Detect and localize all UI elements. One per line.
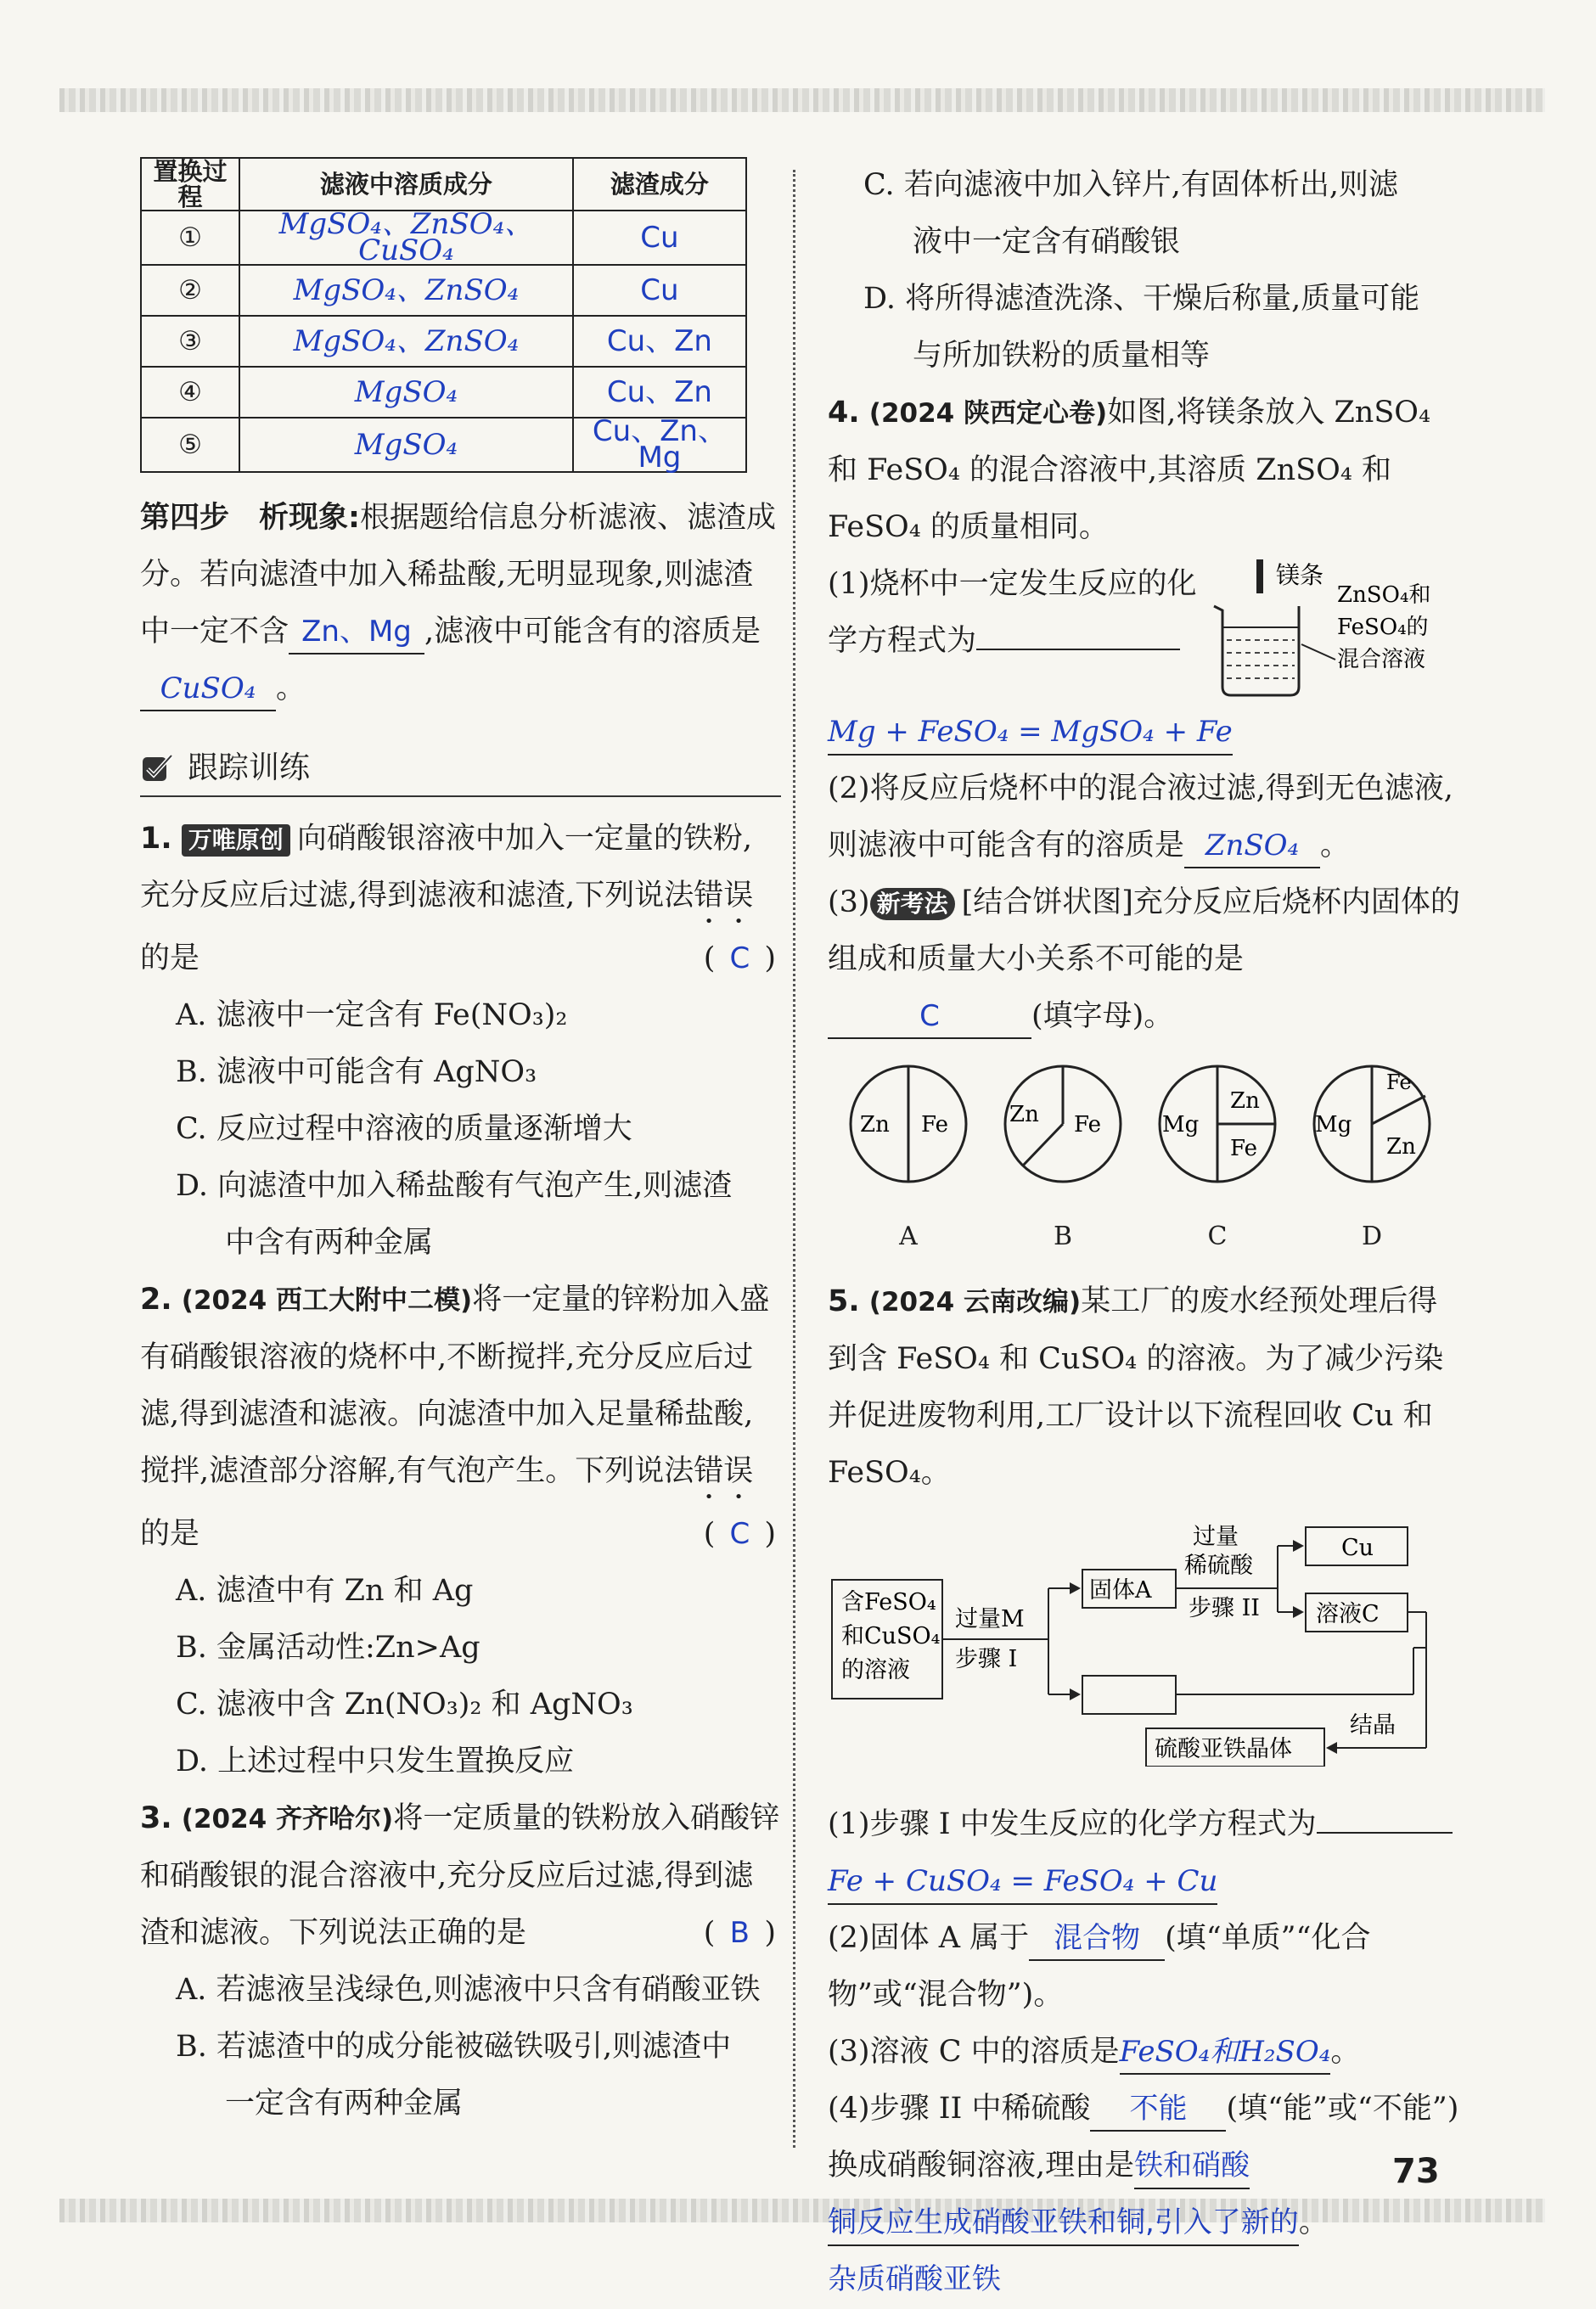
row-index: ① [141,211,239,265]
left-column [140,157,781,2132]
table-row [141,418,746,472]
q5-answer-1: Fe + CuSO₄ = FeSO₄ + Cu [828,1864,1218,1898]
row-index: ④ [141,367,239,418]
answer-bracket: ( B ) [704,1905,781,1962]
q4-part2-text: (2)将反应后烧杯中的混合液过滤,得到无色滤液,则滤液中可能含有的溶质是 [828,772,1453,862]
q4-part2-text: 。 [1320,829,1351,862]
replacement-table [140,157,747,473]
option-b: B. 滤液中可能含有 AgNO₃ [176,1055,537,1089]
residue-answer: Cu [640,272,679,307]
fig-label-sol2: FeSO₄的 [1337,615,1429,640]
pie-label: Mg [1162,1112,1200,1138]
question-5 [828,1273,1464,1502]
question-stem: 将一定质量的铁粉放入硝酸锌和硝酸银的混合溶液中,充分反应后过滤,得到滤渣和滤液。下列说法正确的是 [140,1801,780,1950]
flow-step-label: 结晶 [1350,1712,1396,1739]
question-4 [828,385,1464,556]
original-tag: 万唯原创 [182,824,290,857]
table-header: 滤液中溶质成分 [239,158,573,211]
question-source: (2024 齐齐哈尔) [181,1804,394,1834]
q5-answer-3: FeSO₄和H₂SO₄ [1119,2035,1331,2069]
option-d: D. 上述过程中只发生置换反应 [176,1744,575,1778]
question-2 [140,1272,781,1563]
right-column [828,157,1464,2308]
fig-label-sol3: 混合溶液 [1337,647,1426,672]
beaker-outline [1214,606,1299,695]
pie-b [999,1060,1127,1265]
q5-answer-2: 混合物 [1054,1921,1141,1955]
pie-label: Zn [860,1112,890,1138]
option-d: D. 向滤渣中加入稀盐酸有气泡产生,则滤渣 [176,1169,733,1203]
q5-reason-1: 铁和硝酸 [1134,2149,1250,2183]
q5-answer-4: 不能 [1129,2092,1188,2126]
solute-answer: MgSO₄、ZnSO₄ [293,272,520,307]
flow-start: 的溶液 [841,1657,910,1683]
table-header: 滤渣成分 [573,158,746,211]
question-3 [140,1790,781,1962]
scan-noise-top [59,88,1545,112]
solute-answer: MgSO₄、ZnSO₄ [293,323,520,358]
option-d-continued: 与所加铁粉的质量相等 [913,339,1211,373]
pie-label: Zn [1386,1134,1416,1160]
q5-part3-text: (3)溶液 C 中的溶质是 [828,2035,1120,2069]
residue-answer: Cu、Zn [606,374,712,409]
question-stem: 将一定量的锌粉加入盛有硝酸银溶液的烧杯中,不断搅拌,充分反应后过滤,得到滤渣和滤液。向滤渣中加入足量稀盐酸,搅拌,滤渣部分溶解,有气泡产生。下列说法 [140,1283,770,1488]
q5-reason-3: 杂质硝酸亚铁 [828,2262,1001,2296]
pie-charts [845,1060,1464,1265]
flow-step-label: 步骤 II [1189,1595,1260,1621]
answer-bracket: ( C ) [704,930,781,987]
flow-step-label: 过量M [955,1606,1025,1632]
q5-part2 [828,1910,1464,2024]
q4-part3-text: (3) [828,885,870,919]
flow-start: 含FeSO₄ [841,1589,936,1615]
option-d-continued: 中含有两种金属 [225,1226,434,1260]
checkbox-icon [140,750,174,784]
question-stem: 如图,将镁条放入 ZnSO₄ 和 FeSO₄ 的混合溶液中,其溶质 ZnSO₄ 和 FeSO₄ 的质量相同。 [828,396,1431,544]
q5-part2-text: (2)固体 A 属于 [828,1921,1030,1955]
section-title: 跟踪训练 [188,750,311,785]
pie-a [845,1060,972,1265]
q4-part2 [828,761,1464,874]
answer-choice: B [729,1916,750,1950]
option-b-continued: 一定含有两种金属 [225,2087,464,2121]
residue-answer: Cu、Zn、Mg [592,414,727,475]
pie-letter: C [1207,1222,1228,1251]
q4-answer-3: C [919,999,940,1033]
table-row [141,316,746,367]
q4-part1-text: (1)烧杯中一定发生反应的化学方程式为 [828,567,1197,658]
answer-choice: C [729,1517,750,1551]
flow-node-solution-c: 溶液C [1316,1601,1380,1627]
q5-part2-text: (填“单质”“化合物”或“混合物”)。 [828,1921,1371,2012]
pie-c [1154,1060,1281,1265]
q5-part3-text: 。 [1330,2035,1361,2069]
q5-part4-text: (填“能”或“不能”)换成硝酸铜溶液,理由是 [828,2092,1459,2183]
question-source: (2024 云南改编) [868,1287,1082,1317]
pie-label: Mg [1315,1112,1352,1138]
residue-answer: Cu、Zn [606,323,712,358]
flow-node-product: 硫酸亚铁晶体 [1155,1736,1292,1762]
table-row [141,265,746,316]
q4-part3-answer [828,988,1464,1045]
q5-part1-answer-line [828,1853,1464,1910]
pie-label: Zn [1009,1102,1039,1127]
question-source: (2024 陕西定心卷) [868,398,1108,429]
emphasis-word: 错误 [694,1454,754,1488]
question-number: 1. [140,822,172,856]
option-d: D. 将所得滤渣洗涤、干燥后称量,质量可能 [863,282,1420,316]
table-row [141,211,746,265]
flow-step-label: 过量 [1193,1524,1239,1550]
q5-part3 [828,2024,1464,2081]
pie-label: Fe [921,1112,949,1138]
question-number: 2. [140,1283,172,1317]
magnesium-strip [1256,559,1263,593]
column-divider [793,170,795,2148]
q5-part4 [828,2081,1464,2194]
step4-text: ,滤液中可能含有的溶质是 [424,615,761,649]
flow-step-label: 稀硫酸 [1184,1553,1253,1579]
question-number: 4. [828,396,860,430]
section-header [140,739,781,797]
q4-answer-2: ZnSO₄ [1205,829,1300,862]
q5-part1-text: (1)步骤 I 中发生反应的化学方程式为 [828,1807,1317,1841]
question-stem: 的是 [140,1517,200,1551]
pie-label: Fe [1074,1112,1102,1138]
step4-paragraph [140,490,781,717]
pie-label: Fe [1230,1136,1258,1161]
q4-part3 [828,874,1464,988]
pie-label: Zn [1230,1088,1260,1114]
option-c-continued: 液中一定含有硝酸银 [913,225,1181,259]
step4-answer-2: CuSO₄ [160,671,256,705]
q5-part1 [828,1796,1464,1853]
q5-part4-cont [828,2194,1464,2251]
solute-answer: MgSO₄、ZnSO₄、CuSO₄ [278,207,534,267]
option-a: A. 滤渣中有 Zn 和 Ag [176,1574,474,1608]
row-index: ⑤ [141,418,239,472]
question-stem: 某工厂的废水经预处理后得到含 FeSO₄ 和 CuSO₄ 的溶液。为了减少污染并促进废物利用,工厂设计以下流程回收 Cu 和 FeSO₄。 [828,1284,1444,1490]
fig-label-mg: 镁条 [1276,561,1324,589]
flow-step-label: 步骤 I [955,1646,1018,1672]
q5-part4-cont2 [828,2251,1464,2308]
q4-answer-1: Mg + FeSO₄ = MgSO₄ + Fe [828,715,1233,749]
process-flowchart [828,1520,1439,1767]
pie-d [1308,1060,1436,1265]
flow-node-cu: Cu [1341,1535,1374,1561]
new-method-tag: 新考法 [870,888,955,920]
option-c: C. 若向滤液中加入锌片,有固体析出,则滤 [863,168,1399,202]
q4-part3-text: (填字母)。 [1031,999,1174,1033]
step4-label: 第四步 析现象: [140,501,360,535]
beaker-figure [1210,559,1464,704]
q5-part4-text: 。 [1298,2205,1329,2239]
question-source: (2024 西工大附中二模) [181,1285,473,1316]
pie-label: Fe [1386,1070,1412,1094]
q5-reason-2: 铜反应生成硝酸亚铁和铜,引入了新的 [828,2205,1299,2239]
question-number: 5. [828,1284,860,1318]
flow-start: 和CuSO₄ [841,1623,941,1649]
pie-letter: D [1361,1222,1383,1251]
option-c: C. 滤液中含 Zn(NO₃)₂ 和 AgNO₃ [176,1688,633,1722]
answer-choice: C [729,941,750,975]
table-header: 置换过程 [141,158,239,211]
solute-answer: MgSO₄ [354,427,458,462]
table-row [141,367,746,418]
page-number: 73 [1392,2152,1440,2191]
question-1 [140,811,781,987]
flow-node-solid-a: 固体A [1089,1577,1152,1604]
step4-text: 根据题给信息分析滤液、滤渣成分。若向滤渣中加入稀盐酸,无明显现象,则滤渣中一定不含 [140,501,777,649]
row-index: ③ [141,316,239,367]
option-b: B. 若滤渣中的成分能被磁铁吸引,则滤渣中 [176,2030,732,2064]
answer-bracket: ( C ) [704,1506,781,1563]
fig-label-sol1: ZnSO₄和 [1337,582,1431,608]
option-a: A. 滤液中一定含有 Fe(NO₃)₂ [176,998,568,1032]
option-c: C. 反应过程中溶液的质量逐渐增大 [176,1112,632,1146]
question-stem: 向硝酸银溶液中加入一定量的铁粉,充分反应后过滤,得到滤液和滤渣,下列说法 [140,822,752,913]
option-a: A. 若滤液呈浅绿色,则滤液中只含有硝酸亚铁 [176,1973,761,2007]
emphasis-word: 错误 [694,879,754,913]
q5-part4-text: (4)步骤 II 中稀硫酸 [828,2092,1091,2126]
residue-answer: Cu [640,220,679,255]
question-stem: 的是 [140,941,200,975]
row-index: ② [141,265,239,316]
q4-part3-text: [结合饼状图]充分反应后烧杯内固体的组成和质量大小关系不可能的是 [828,885,1460,976]
step4-answer-1: Zn、Mg [301,615,412,649]
question-number: 3. [140,1801,172,1835]
step4-text: 。 [276,671,306,705]
pie-letter: A [899,1222,918,1251]
solute-answer: MgSO₄ [354,374,458,409]
pie-letter: B [1053,1222,1073,1251]
option-b: B. 金属活动性:Zn>Ag [176,1631,480,1665]
